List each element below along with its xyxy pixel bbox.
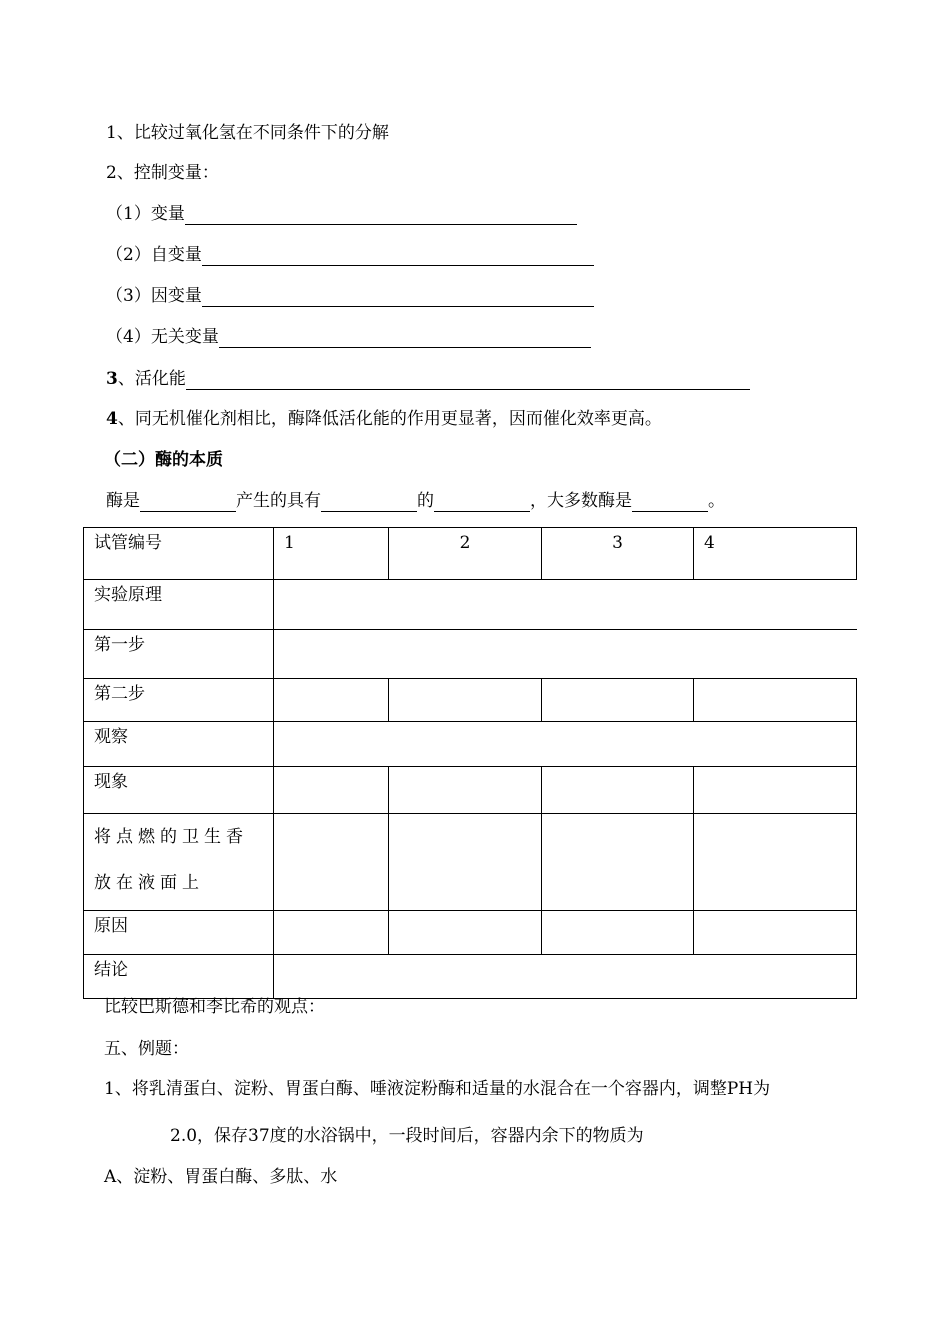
step2-cell-4[interactable]: [694, 679, 857, 722]
fill-text-1: 酶是: [106, 491, 140, 511]
var-3-blank[interactable]: [202, 288, 594, 307]
table-row: [84, 722, 857, 767]
table-row: [84, 679, 857, 722]
table-row: [84, 767, 857, 814]
tube-4: 4: [694, 528, 857, 580]
item-4-text: 、同无机催化剂相比，酶降低活化能的作用更显著，因而催化效率更高。: [117, 409, 662, 429]
item-4: [106, 408, 662, 430]
item-4-number: 4: [106, 409, 118, 429]
tube-1: 1: [274, 528, 389, 580]
table-row: [84, 528, 857, 580]
table-row: [84, 814, 857, 911]
item-3-label: 、活化能: [117, 369, 186, 389]
tube-2: 2: [389, 528, 542, 580]
phenomenon-cell-1[interactable]: [274, 767, 389, 814]
question-1-line-2: 2.0，保存37度的水浴锅中，一段时间后，容器内余下的物质为: [170, 1126, 644, 1146]
fill-text-3: 的: [417, 491, 434, 511]
phenomenon-cell-3[interactable]: [542, 767, 694, 814]
item-3-number: 3: [106, 369, 118, 389]
fill-blank-1[interactable]: [140, 493, 236, 512]
fill-blank-3[interactable]: [434, 493, 530, 512]
var-1-blank[interactable]: [185, 206, 577, 225]
var-2: [106, 244, 594, 266]
conclusion-cell[interactable]: [274, 955, 857, 999]
fill-text-5: 。: [708, 491, 725, 511]
activation-energy-blank[interactable]: [186, 371, 750, 390]
experiment-table: [83, 527, 857, 999]
tube-3: 3: [542, 528, 694, 580]
row-reason: 原因: [84, 911, 274, 955]
row-incense: 将点燃的卫生香放在液面上: [84, 814, 274, 911]
examples-heading: 五、例题：: [104, 1039, 189, 1059]
step2-cell-2[interactable]: [389, 679, 542, 722]
row-step1: 第一步: [84, 630, 274, 679]
var-2-label: （2）自变量: [106, 245, 202, 265]
var-1: [106, 203, 577, 225]
reason-cell-4[interactable]: [694, 911, 857, 955]
table-row: [84, 630, 857, 679]
table-row: [84, 580, 857, 630]
row-observe: 观察: [84, 722, 274, 767]
var-3-label: （3）因变量: [106, 286, 202, 306]
var-3: [106, 285, 594, 307]
incense-cell-4[interactable]: [694, 814, 857, 911]
fill-text-2: 产生的具有: [236, 491, 321, 511]
row-step2: 第二步: [84, 679, 274, 722]
table-row: [84, 911, 857, 955]
enzyme-definition: [106, 490, 725, 512]
row-conclusion: 结论: [84, 955, 274, 999]
step2-cell-1[interactable]: [274, 679, 389, 722]
table-row: [84, 955, 857, 999]
var-1-label: （1）变量: [106, 204, 185, 224]
var-4-blank[interactable]: [219, 329, 591, 348]
incense-cell-3[interactable]: [542, 814, 694, 911]
reason-cell-1[interactable]: [274, 911, 389, 955]
fill-blank-4[interactable]: [632, 493, 708, 512]
item-3: [106, 368, 750, 390]
question-1-line-1: 1、将乳清蛋白、淀粉、胃蛋白酶、唾液淀粉酶和适量的水混合在一个容器内，调整PH为: [104, 1079, 771, 1099]
item-1: 1、比较过氧化氢在不同条件下的分解: [106, 123, 389, 143]
reason-cell-2[interactable]: [389, 911, 542, 955]
step2-cell-3[interactable]: [542, 679, 694, 722]
incense-cell-2[interactable]: [389, 814, 542, 911]
reason-cell-3[interactable]: [542, 911, 694, 955]
row-principle: 实验原理: [84, 580, 274, 630]
item-2: 2、控制变量：: [106, 163, 219, 183]
fill-blank-2[interactable]: [321, 493, 417, 512]
section-two-heading: （二）酶的本质: [104, 450, 223, 470]
header-label: 试管编号: [84, 528, 274, 580]
var-4: [106, 326, 591, 348]
phenomenon-cell-2[interactable]: [389, 767, 542, 814]
fill-text-4: ，大多数酶是: [530, 491, 632, 511]
step1-cell[interactable]: [274, 630, 857, 679]
phenomenon-cell-4[interactable]: [694, 767, 857, 814]
observe-cell[interactable]: [274, 722, 857, 767]
var-4-label: （4）无关变量: [106, 327, 219, 347]
option-a[interactable]: A、淀粉、胃蛋白酶、多肽、水: [104, 1167, 338, 1187]
incense-cell-1[interactable]: [274, 814, 389, 911]
row-phenomenon: 现象: [84, 767, 274, 814]
compare-text: 比较巴斯德和李比希的观点：: [104, 997, 325, 1017]
principle-cell[interactable]: [274, 580, 857, 630]
var-2-blank[interactable]: [202, 247, 594, 266]
